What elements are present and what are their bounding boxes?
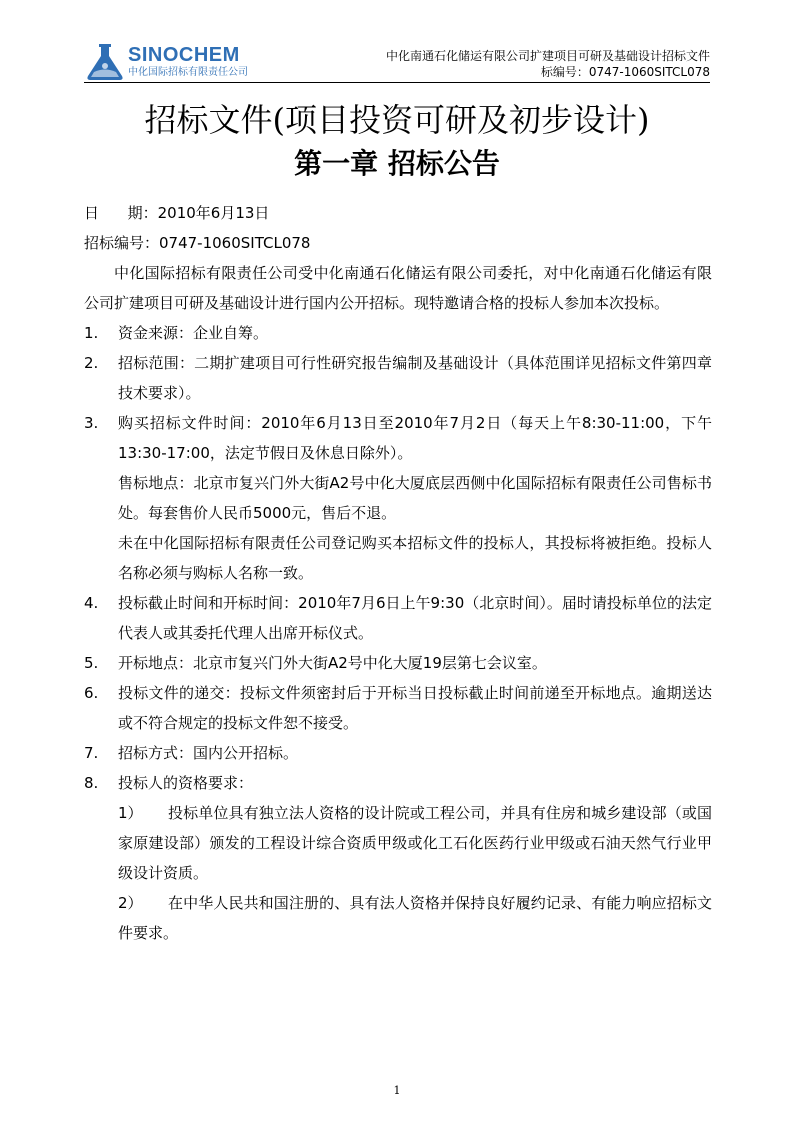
list-item (84, 648, 712, 678)
document-body (84, 198, 712, 948)
logo-subtitle: 中化国际招标有限责任公司 (128, 67, 248, 78)
list-item-number: 2. (84, 354, 99, 372)
list-item-number: 1. (84, 324, 99, 342)
intro-paragraph: 中化国际招标有限责任公司受中化南通石化储运有限公司委托，对中化南通石化储运有限公司扩建项目可研及基础设计进行国内公开招标。现特邀请合格的投标人参加本次投标。 (84, 264, 712, 312)
registration-note: 未在中化国际招标有限责任公司登记购买本招标文件的投标人，其投标将被拒绝。投标人名称必须与购标人名称一致。 (118, 534, 712, 582)
sinochem-logo (84, 42, 254, 82)
list-item-number: 4. (84, 594, 99, 612)
list-item (84, 678, 712, 738)
header-doc-number: 标编号：0747-1060SITCL078 (540, 65, 710, 79)
list-item-number: 7. (84, 744, 99, 762)
list-item-text: 招标方式：国内公开招标。 (118, 744, 299, 762)
list-item-number: 5. (84, 654, 99, 672)
date-line: 日 期：2010年6月13日 (84, 204, 270, 222)
list-item-text: 投标人的资格要求： (118, 774, 254, 792)
logo-name: SINOCHEM (128, 44, 240, 66)
list-item-text: 投标文件的递交：投标文件须密封后于开标当日投标截止时间前递至开标地点。逾期送达或不符合规定的投标文件恕不接受。 (118, 684, 712, 732)
list-item (84, 738, 712, 768)
tender-number-line: 招标编号：0747-1060SITCL078 (84, 234, 311, 252)
qualification-text: 在中华人民共和国注册的、具有法人资格并保持良好履约记录、有能力响应招标文件要求。 (118, 894, 712, 942)
qualification-item (84, 888, 712, 948)
qualification-number: 1） (118, 804, 143, 822)
qualification-number: 2） (118, 894, 143, 912)
header-doc-info (386, 48, 710, 80)
chapter-heading: 第一章 招标公告 (294, 147, 500, 180)
list-item-text: 开标地点：北京市复兴门外大街A2号中化大厦19层第七会议室。 (118, 654, 547, 672)
list-item (84, 768, 712, 798)
list-item-text: 投标截止时间和开标时间：2010年7月6日上午9:30（北京时间）。届时请投标单位的法定代表人或其委托代理人出席开标仪式。 (118, 594, 712, 642)
list-item-text: 资金来源：企业自筹。 (118, 324, 269, 342)
flask-logo-icon (84, 42, 126, 82)
list-item (84, 408, 712, 468)
list-item-text: 招标范围：二期扩建项目可行性研究报告编制及基础设计（具体范围详见招标文件第四章技术要求）。 (118, 354, 712, 402)
qualification-item (84, 798, 712, 888)
qualification-text: 投标单位具有独立法人资格的设计院或工程公司，并具有住房和城乡建设部（或国家原建设部）颁发的工程设计综合资质甲级或化工石化医药行业甲级或石油天然气行业甲级设计资质。 (118, 804, 712, 882)
header-divider (84, 82, 710, 83)
list-item-number: 3. (84, 414, 99, 432)
list-item-number: 6. (84, 684, 99, 702)
list-item (84, 348, 712, 408)
list-item (84, 588, 712, 648)
header-doc-title: 中化南通石化储运有限公司扩建项目可研及基础设计招标文件 (385, 49, 710, 63)
page-header (84, 42, 710, 82)
list-item-number: 8. (84, 774, 99, 792)
document-title: 招标文件(项目投资可研及初步设计) (144, 101, 650, 139)
sales-location-text: 售标地点：北京市复兴门外大街A2号中化大厦底层西侧中化国际招标有限责任公司售标书处。每套售价人民币5000元，售后不退。 (118, 474, 712, 522)
page-number: 1 (393, 1084, 401, 1097)
list-item (84, 318, 712, 348)
list-item-text: 购买招标文件时间：2010年6月13日至2010年7月2日（每天上午8:30-11:00，下午13:30-17:00，法定节假日及休息日除外）。 (118, 414, 712, 462)
